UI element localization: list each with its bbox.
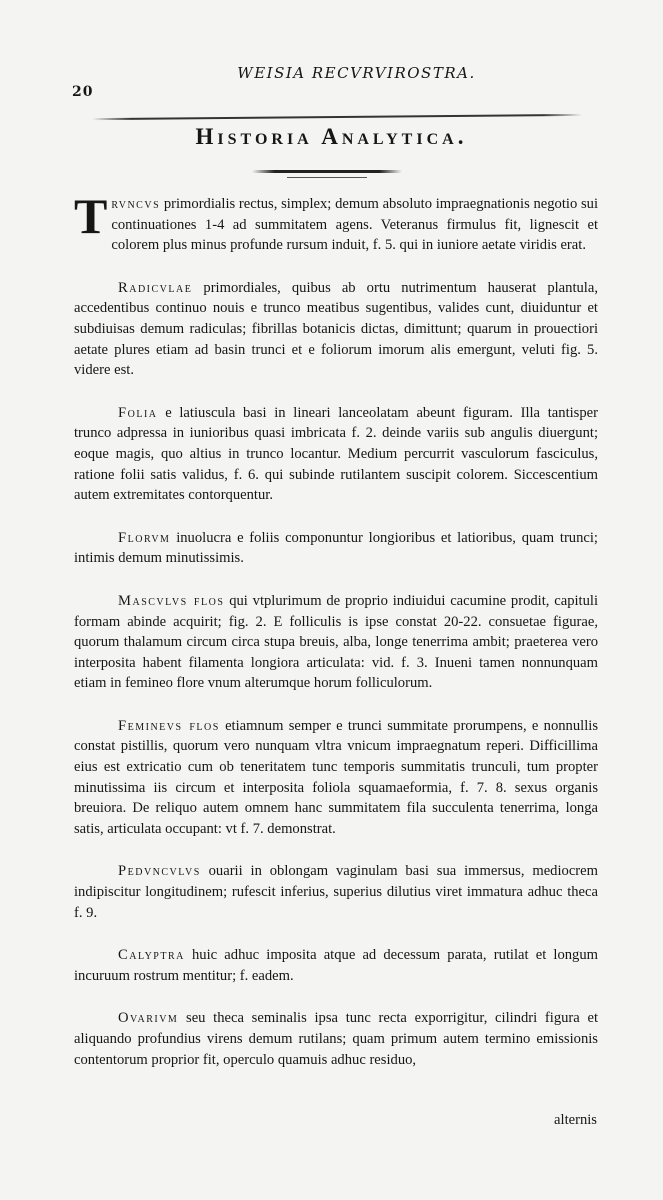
paragraph-text: seu theca seminalis ipsa tunc recta exporrigitur, cilindri figura et aliquando profundius virens demum rutilans; quam primum autem termino emissionis contentorum proprior fit, operculo quamuis adhuc residuo,: [74, 1010, 598, 1068]
body-text: [74, 188, 599, 1092]
running-title: WEISIA RECVRVIROSTRA.: [237, 64, 476, 82]
ornament-rule: [252, 170, 402, 173]
paragraph-pedunculus: [74, 861, 598, 923]
paragraph-folia: [74, 403, 598, 506]
section-title: Historia Analytica.: [195, 124, 468, 149]
drop-cap: T: [74, 188, 108, 244]
paragraph-truncus: [74, 188, 598, 256]
paragraph-text: inuolucra e foliis componuntur longioribus et latioribus, quam trunci; intimis demum minutissimis.: [74, 529, 598, 567]
paragraph-text: etiamnum semper e trunci summitate prorumpens, e nonnullis constat pistillis, quorum vero nunquam vltra vnicum impraegnatum reperi. Difficillima eius est extricatio cum ob teneritatem tunc temporis summitatis trunculi, tum propter minutissima iis circum et interposita foliola squamaeformia, f. 7. 8. sexus organis breuiora. De reliquo autem omnem hanc summitatem fila succulenta tenerrima, longa satis, articulata occupant: vt f. 7. demonstrat.: [74, 717, 598, 837]
lead-word: Radicvlae: [118, 279, 193, 296]
header-rule: [92, 114, 582, 120]
paragraph-florum: [74, 528, 598, 569]
paragraph-masculus-flos: [74, 591, 598, 694]
catchword: alternis: [554, 1112, 597, 1128]
lead-word: Ovarivm: [118, 1010, 179, 1027]
page-number: 20: [72, 84, 94, 100]
lead-word: Mascvlvs flos: [118, 592, 225, 609]
paragraph-calyptra: [74, 945, 598, 986]
paragraph-radiculae: [74, 278, 598, 381]
paragraph-text: huic adhuc imposita atque ad decessum parata, rutilat et longum incuruum rostrum mentitur; f. eadem.: [74, 947, 598, 984]
paragraph-ovarium: [74, 1008, 598, 1070]
lead-word: Calyptra: [118, 947, 185, 964]
paragraph-text: primordialis rectus, simplex; demum absoluto impraegnationis negotio sui continuationes 1-4 ad summitatem agens. Veteranus firmulus fit, lignescit et colorem plus minus profunde rursum induit, f. 5. qui in iuniore aetate viridis erat.: [111, 196, 598, 254]
paragraph-text: qui vtplurimum de proprio indiuidui cacumine prodit, capituli formam abinde acquirit; fig. 2. E folliculis is ipse constat 20-22. consuetae figurae, quorum thalamum circum circa stupa breuis, alba, longe tenerrima ambit; praeterea vero interposita habent filamenta longiora articulata: vid. f. 3. Inueni tamen nonnunquam etiam in femineo flore vnum alterumque horum folliculorum.: [74, 592, 599, 692]
lead-word: rvncvs: [111, 196, 161, 212]
lead-word: Pedvncvlvs: [118, 863, 201, 880]
paragraph-text: e latiuscula basi in lineari lanceolatam abeunt figuram. Illa tantisper trunco adpressa in iunioribus quasi imbricata f. 2. deinde variis sub angulis diuergunt; eoque magis, quo altius in trunco locantur. Medium percurrit vasculorum fasciculus, ratione folii satis validus, f. 6. qui subinde rutilantem suscipit colorem. Siccescentium autem extremitates contorquentur.: [74, 404, 598, 504]
lead-word: Feminevs flos: [118, 717, 220, 734]
paragraph-text: primordiales, quibus ab ortu nutrimentum hauserat plantula, accedentibus continuo nouis e trunco meatibus sugentibus, valides cunt, diuiduntur et subdiuisas demum radiculas; fibrillas botanicis dictas, dimittunt; quarum in prouectiori aetate plures etiam ad basin trunci et e foliorum imorum alis emergunt, veluti fig. 5. videre est.: [74, 279, 598, 379]
paragraph-femineus-flos: [74, 716, 598, 840]
lead-word: Florvm: [118, 529, 171, 546]
paragraph-text: ouarii in oblongam vaginulam basi sua immersus, mediocrem indipiscitur longitudinem; rufescit inferius, superius dilutius viret immatura adhuc theca f. 9.: [74, 863, 598, 921]
lead-word: Folia: [118, 404, 158, 421]
